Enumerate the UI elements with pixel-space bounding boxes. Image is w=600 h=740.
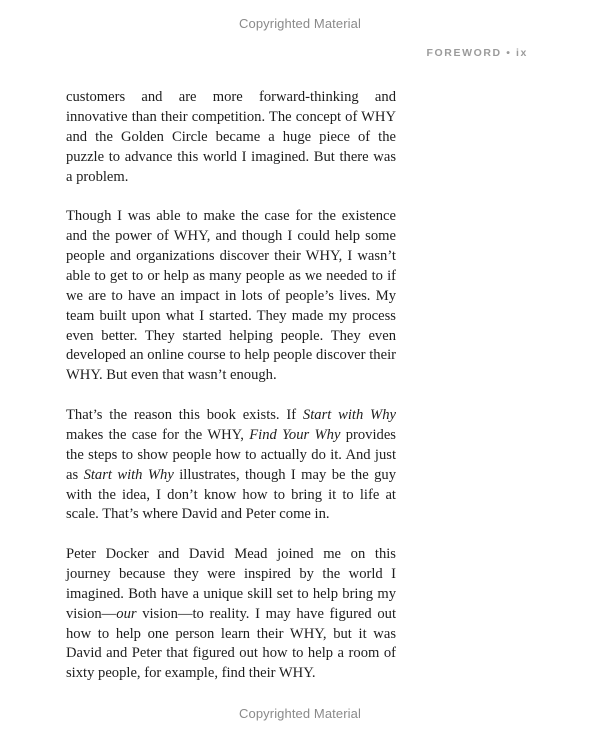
paragraph-4 — [66, 545, 396, 684]
paragraph-3-text-d: illustrates, though I may be the guy with the idea, I don’t know how to bring it to life at scale. That’s where David and Peter come in. — [66, 466, 396, 523]
paragraph-3 — [66, 406, 396, 525]
paragraph-2 — [66, 207, 396, 386]
copyright-watermark-bottom: Copyrighted Material — [239, 706, 361, 721]
page-body — [66, 88, 396, 704]
book-title-start-with-why-2: Start with Why — [83, 466, 174, 483]
paragraph-3-text-a: That’s the reason this book exists. If — [66, 406, 303, 423]
emphasis-our: our — [116, 605, 137, 622]
copyright-watermark-top: Copyrighted Material — [239, 16, 361, 31]
running-head: FOREWORD • ix — [426, 47, 528, 59]
paragraph-3-text-b: makes the case for the WHY, — [66, 426, 250, 443]
paragraph-1-text: customers and are more forward-thinking and innovative than their competition. The concept of WHY and the Golden Circle became a huge piece of the puzzle to advance this world I imagined. But there was a problem. — [66, 89, 396, 185]
paragraph-4-text-b: vision—to reality. I may have figured out how to help one person learn their WHY, but it was David and Peter that figured out how to help a room of sixty people, for example, find their WHY. — [66, 605, 396, 682]
book-title-find-your-why: Find Your Why — [249, 426, 341, 443]
paragraph-2-text: Though I was able to make the case for the existence and the power of WHY, and though I could help some people and organizations discover their WHY, I wasn’t able to get to or help as many people as we needed to if we are to have an impact in lots of people’s lives. My team built upon what I started. They made my process even better. They started helping people. They even developed an online course to help people discover their WHY. But even that wasn’t enough. — [66, 208, 396, 384]
paragraph-4-text-a: Peter Docker and David Mead joined me on this journey because they were inspired by the world I imagined. Both have a unique skill set to help bring my vision— — [66, 545, 396, 622]
book-title-start-with-why: Start with Why — [302, 406, 396, 423]
paragraph-1 — [66, 88, 396, 188]
paragraph-3-text-c: provides the steps to show people how to actually do it. And just as — [66, 426, 396, 483]
